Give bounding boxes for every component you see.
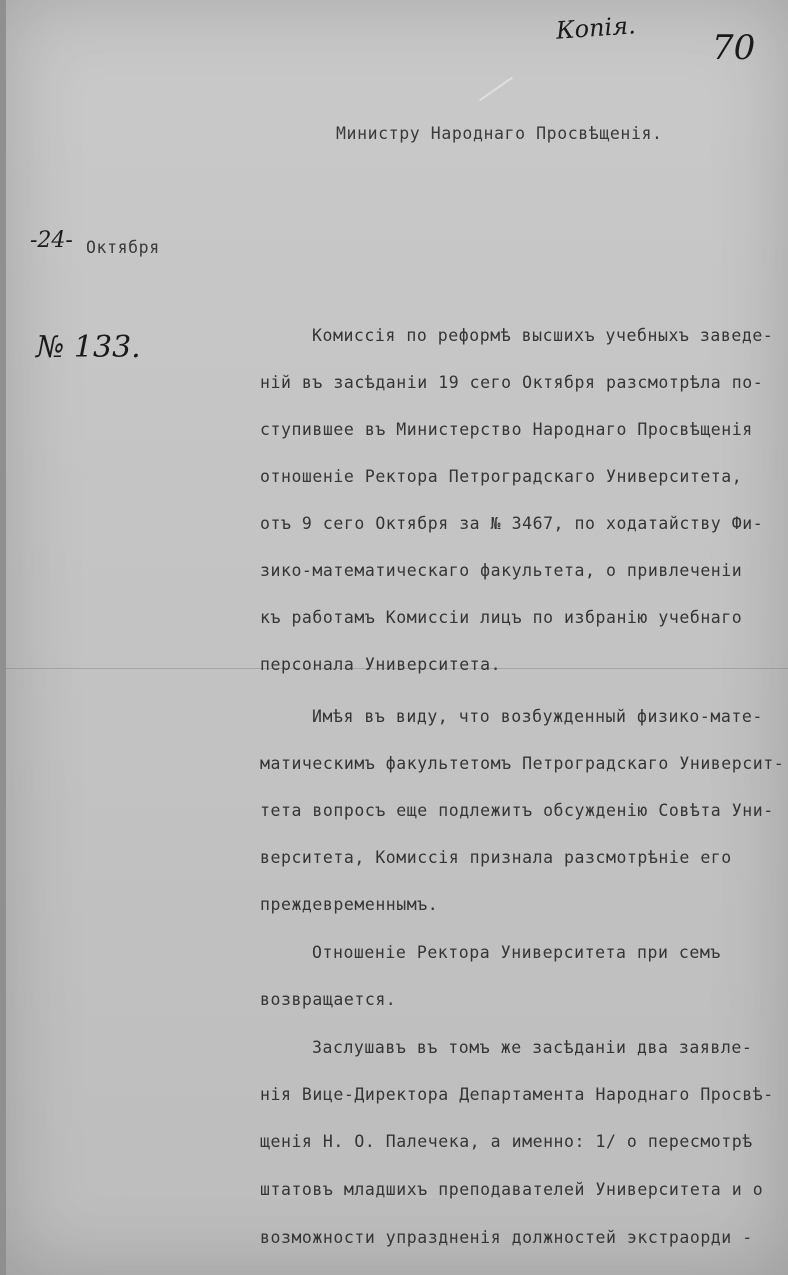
body-line: отношеніе Ректора Петроградскаго Университета,: [260, 467, 743, 486]
document-sheet: [6, 0, 788, 1275]
handwritten-page-number: 70: [712, 28, 756, 68]
body-line: персонала Университета.: [260, 655, 502, 674]
body-line: нія Вице-Директора Департамента Народнаго Просвѣ-: [260, 1085, 774, 1104]
body-line: возможности упраздненія должностей экстраорди -: [260, 1228, 753, 1247]
body-line: Комиссія по реформѣ высшихъ учебныхъ заведе-: [312, 326, 774, 345]
body-line: штатовъ младшихъ преподавателей Университета и о: [260, 1180, 764, 1199]
body-line: Имѣя въ виду, что возбужденный физико-мате-: [312, 707, 763, 726]
handwritten-date-day: -24-: [30, 228, 73, 253]
scratch-mark: [479, 77, 513, 102]
body-line: тета вопросъ еще подлежитъ обсужденію Совѣта Уни-: [260, 801, 774, 820]
handwritten-copy-note: Копія.: [555, 11, 637, 45]
body-line: верситета, Комиссія признала разсмотрѣніе его: [260, 848, 732, 867]
body-line: матическимъ факультетомъ Петроградскаго Университ-: [260, 754, 785, 773]
body-line: Отношеніе Ректора Университета при семъ: [312, 943, 721, 962]
body-line: зико-математическаго факультета, о привлеченіи: [260, 561, 743, 580]
body-line: къ работамъ Комиссіи лицъ по избранію учебнаго: [260, 608, 743, 627]
body-line: ступившее въ Министерство Народнаго Просвѣщенія: [260, 420, 753, 439]
body-line: ній въ засѣданіи 19 сего Октября разсмотрѣла по-: [260, 373, 764, 392]
body-line: преждевременнымъ.: [260, 895, 439, 914]
addressee-heading: Министру Народнаго Просвѣщенія.: [336, 124, 663, 143]
body-line: отъ 9 сего Октября за № 3467, по ходатайству Фи-: [260, 514, 764, 533]
body-line: Заслушавъ въ томъ же засѣданіи два заявле-: [312, 1038, 753, 1057]
handwritten-document-number: № 133.: [36, 330, 141, 365]
date-month: Октября: [86, 238, 160, 257]
body-line: щенія Н. О. Палечека, а именно: 1/ о пересмотрѣ: [260, 1132, 753, 1151]
body-line: возвращается.: [260, 990, 397, 1009]
